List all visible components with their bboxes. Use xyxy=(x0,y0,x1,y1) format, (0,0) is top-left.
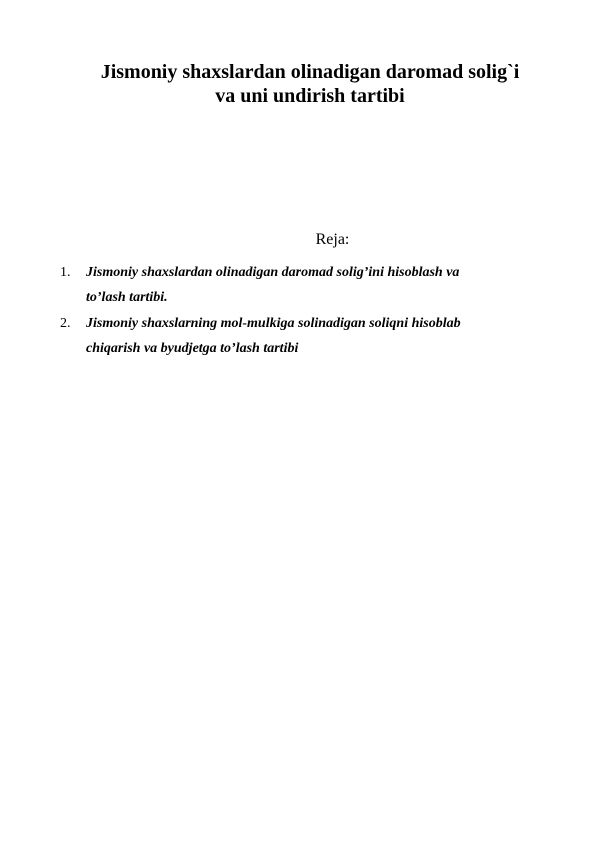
document-title-line-1: Jismoniy shaxslardan olinadigan daromad solig`i xyxy=(100,61,520,83)
plan-item-text-line-2: chiqarish va byudjetga to’lash tartibi xyxy=(86,341,299,356)
plan-item-text-line-1: Jismoniy shaxslardan olinadigan daromad solig’ini hisoblash va xyxy=(86,265,460,280)
document-title-line-2: va uni undirish tartibi xyxy=(215,85,405,107)
plan-heading: Reja: xyxy=(315,231,350,248)
plan-list xyxy=(60,260,560,362)
plan-item-number: 1. xyxy=(60,265,71,280)
plan-item-text-line-2: to’lash tartibi. xyxy=(86,290,168,305)
document-title xyxy=(60,60,560,108)
plan-item-1 xyxy=(60,260,560,310)
plan-item-text-line-1: Jismoniy shaxslarning mol-mulkiga solinadigan soliqni hisoblab xyxy=(86,316,461,331)
plan-item-2 xyxy=(60,311,560,361)
plan-item-number: 2. xyxy=(60,316,71,331)
